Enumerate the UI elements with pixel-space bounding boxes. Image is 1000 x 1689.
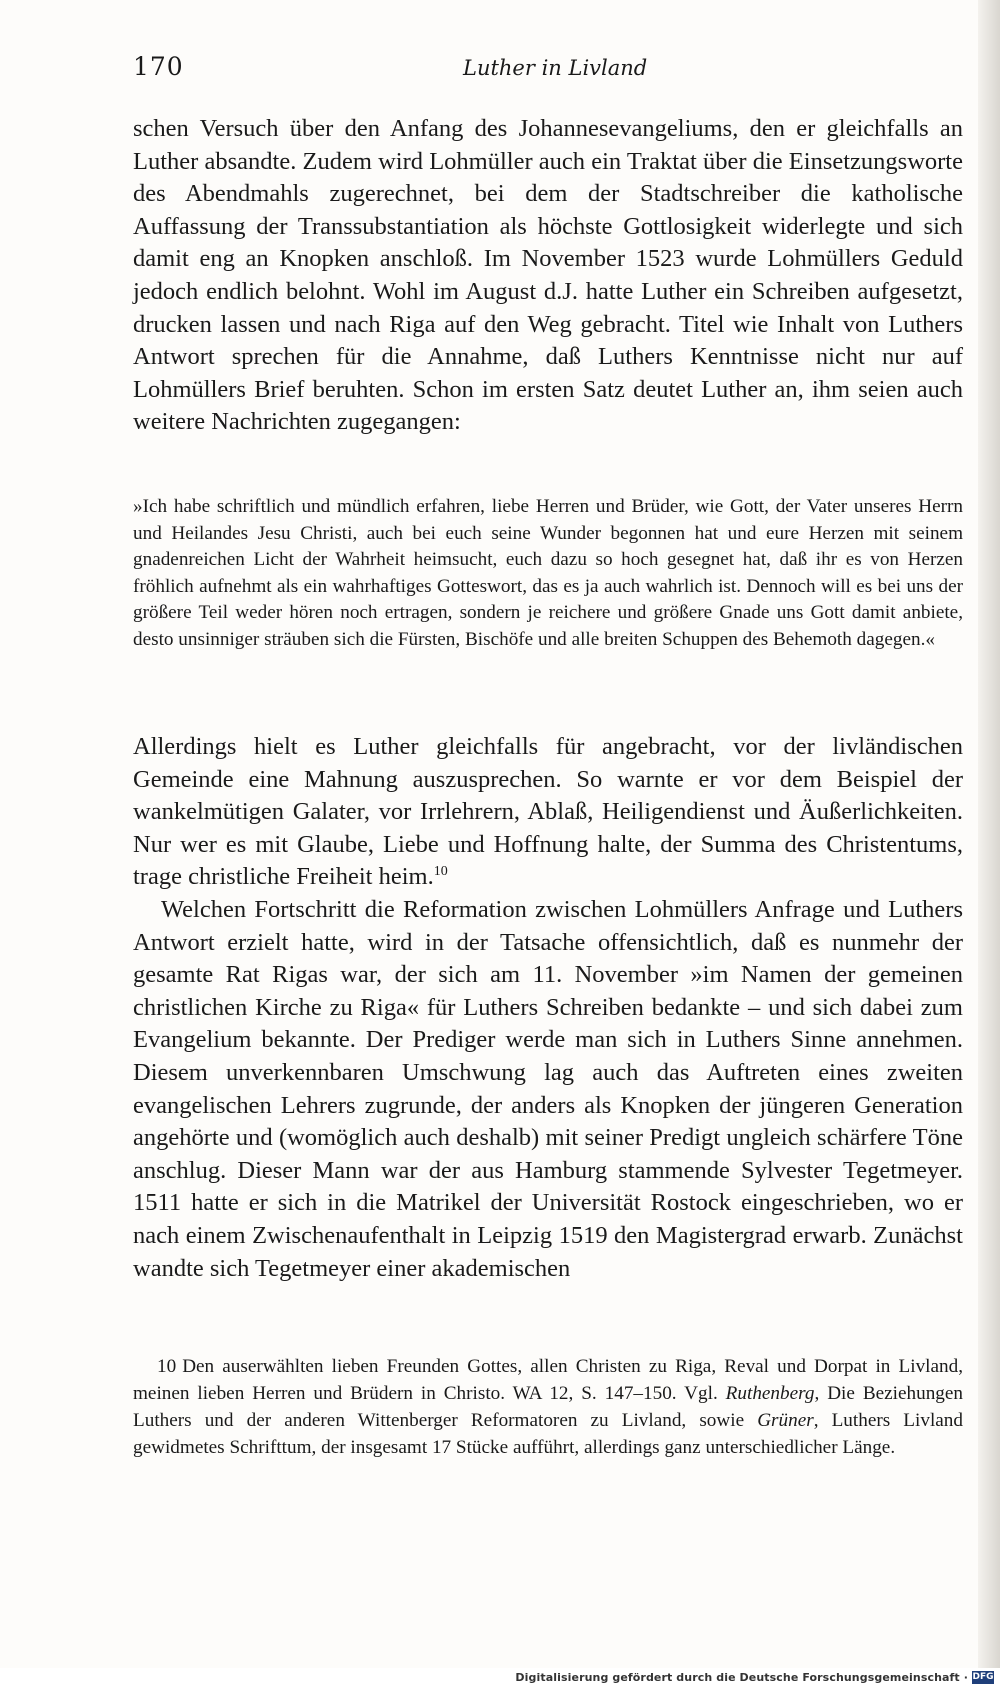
footnote-text-b: , Die Beziehungen Luthers und der anderen Wittenberger Reformatoren zu Livland, sowie — [133, 1383, 963, 1431]
footnote-number: 10 — [157, 1356, 177, 1377]
footnote-author-gruener: Grüner — [757, 1410, 814, 1431]
footnote-author-ruthenberg: Ruthenberg — [725, 1383, 815, 1404]
footnote-reference: 10 — [433, 864, 448, 880]
footnote-text-c: , Luthers Livland gewidmetes Schrifttum, der insgesamt 17 Stücke aufführt, allerdings ganz unterschiedlicher Länge. — [133, 1410, 963, 1458]
page-edge-shadow — [978, 0, 1000, 1689]
footnote-text-a: Den auserwählten lieben Freunden Gottes, allen Christen zu Riga, Reval und Dorpat in Livland, meinen lieben Herren und Brüdern in Christo. WA 12, S. 147–150. Vgl. — [133, 1356, 963, 1404]
digitization-credit: Digitalisierung gefördert durch die Deutsche Forschungsgemeinschaft · — [515, 1671, 968, 1684]
running-title: Luther in Livland — [463, 56, 648, 80]
footnote — [133, 1353, 963, 1461]
paragraph-2-text: Allerdings hielt es Luther gleichfalls für angebracht, vor der livländischen Gemeinde eine Mahnung auszusprechen. So warnte er vor dem Beispiel der wankelmütigen Galater, vor Irrlehrern, Ablaß, Heiligendienst und Äußerlichkeiten. Nur wer es mit Glaube, Liebe und Hoffnung halte, der Summa des Christentums, trage christliche Freiheit heim. — [133, 733, 963, 891]
page-number: 170 — [133, 52, 184, 81]
body-text-top — [133, 113, 963, 439]
footnotes — [133, 1353, 963, 1461]
block-quote — [133, 494, 963, 654]
quote-text: »Ich habe schriftlich und mündlich erfahren, liebe Herren und Brüder, wie Gott, der Vater unseres Herrn und Heilandes Jesu Christi, auch bei euch seine Wunder begonnen hat und eure Herzen mit seinem gnadenreichen Licht der Wahrheit heimsucht, euch dazu so hoch gesegnet hat, daß ihr es von Herzen fröhlich aufnehmt als ein wahrhaftiges Gotteswort, das es ja auch wahrlich ist. Dennoch will es bei uns der größere Teil weder hören noch ertragen, sondern je reichere und größere Gnade uns Gott damit anbiete, desto unsinniger sträuben sich die Fürsten, Bischöfe und alle breiten Schuppen des Behemoth dagegen.« — [133, 496, 963, 650]
page-header — [133, 52, 963, 88]
paragraph-3: Welchen Fortschritt die Reformation zwischen Lohmüllers Anfrage und Luthers Antwort erzielt hatte, wird in der Tatsache offensichtlich, daß es nunmehr der gesamte Rat Rigas war, der sich am 11. November »im Namen der gemeinen christlichen Kirche zu Riga« für Luthers Schreiben bedankte – und sich dabei zum Evangelium bekannte. Der Prediger werde man sich in Luthers Sinne annehmen. Diesem unverkennbaren Umschwung lag auch das Auftreten eines zweiten evangelischen Lehrers zugrunde, der anders als Knopken der jüngeren Generation angehörte und (womöglich auch deshalb) mit seiner Predigt ungleich schärfere Töne anschlug. Dieser Mann war der aus Hamburg stammende Sylvester Tegetmeyer. 1511 hatte er sich in die Matrikel der Universität Rostock eingeschrieben, wo er nach einem Zwischenaufenthalt in Leipzig 1519 den Magistergrad erwarb. Zunächst wandte sich Tegetmeyer einer akademischen — [133, 895, 963, 1282]
body-text-bottom — [133, 731, 963, 1285]
paragraph-2 — [133, 731, 963, 894]
paragraph-1: schen Versuch über den Anfang des Johannesevangeliums, den er gleichfalls an Luther absandte. Zudem wird Lohmüller auch ein Traktat über die Einsetzungsworte des Abendmahls zugerechnet, bei dem der Stadtschreiber die katholische Auffassung der Transsubstantiation als höchste Gottlosigkeit widerlegte und sich damit eng an Knopken anschloß. Im November 1523 wurde Lohmüllers Geduld jedoch endlich belohnt. Wohl im August d.J. hatte Luther ein Schreiben aufgesetzt, drucken lassen und nach Riga auf den Weg gebracht. Titel wie Inhalt von Luthers Antwort sprechen für die Annahme, daß Luthers Kenntnisse nicht nur auf Lohmüllers Brief beruhten. Schon im ersten Satz deutet Luther an, ihm seien auch weitere Nachrichten zugegangen: — [133, 115, 963, 436]
dfg-logo-icon: DFG — [972, 1672, 994, 1682]
digitization-bar — [0, 1668, 1000, 1689]
